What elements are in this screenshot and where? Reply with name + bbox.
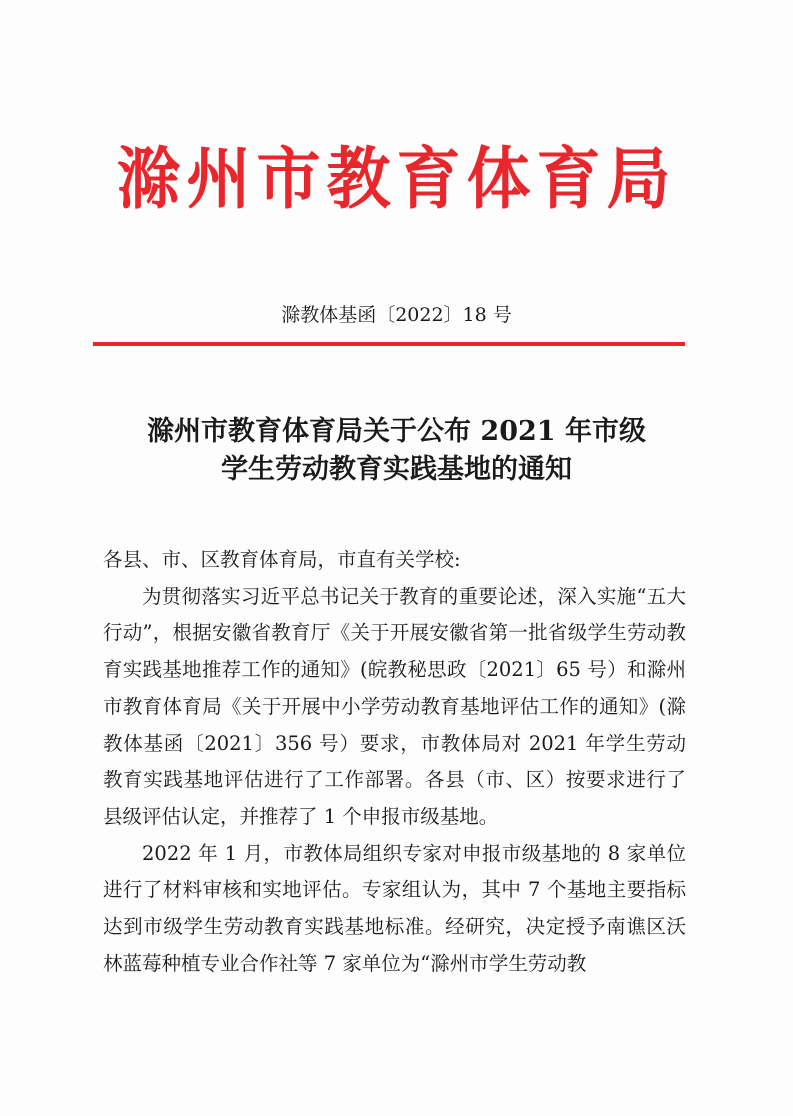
document-number: 滁教体基函〔2022〕18 号	[281, 304, 512, 326]
red-divider-line	[93, 342, 685, 346]
title-line-1: 滁州市教育体育局关于公布 2021 年市级	[147, 416, 646, 447]
document-body	[103, 542, 686, 982]
paragraph-1: 为贯彻落实习近平总书记关于教育的重要论述，深入实施“五大行动”，根据安徽省教育厅《关于开展安徽省第一批省级学生劳动教育实践基地推荐工作的通知》(皖教秘思政〔2021〕65 号）和滁州市教育体育局《关于开展中小学劳动教育基地评估工作的通知》(滁教体基函〔2021〕356 号）要求，市教体局对 2021 年学生劳动教育实践基地评估进行了工作部署。各县（市、区）按要求进行了县级评估认定，并推荐了 1 个申报市级基地。	[103, 584, 686, 828]
notice-title	[60, 413, 733, 489]
salutation: 各县、市、区教育体育局，市直有关学校:	[103, 548, 461, 571]
paragraph-2: 2022 年 1 月，市教体局组织专家对申报市级基地的 8 家单位进行了材料审核和实地评估。专家组认为，其中 7 个基地主要指标达到市级学生劳动教育实践基地标准。经研究，决定授予南谯区沃林蓝莓种植专业合作社等 7 家单位为“滁州市学生劳动教	[103, 841, 686, 975]
masthead-title: 滁州市教育体育局	[116, 140, 677, 219]
title-line-2: 学生劳动教育实践基地的通知	[221, 454, 572, 485]
